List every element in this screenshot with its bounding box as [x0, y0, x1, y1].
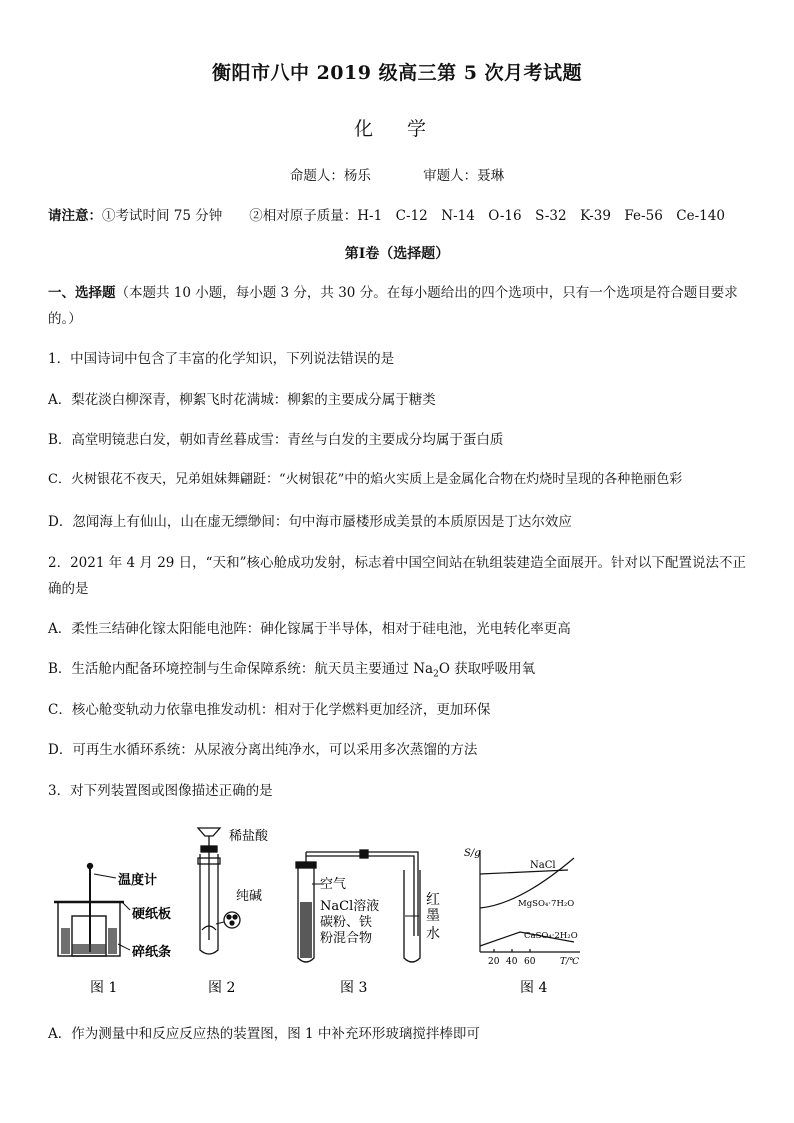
q2-option-b: B．生活舱内配备环境控制与生命保障系统：航天员主要通过 $Na_2O$ 获取呼吸用氧 [48, 661, 536, 680]
fig4-tick-20: 20 [488, 957, 500, 967]
fig3-caption: 图 3 [340, 980, 368, 996]
fig4-tick-60: 60 [524, 957, 536, 967]
q2-option-d: D．可再生水循环系统：从尿液分离出纯净水，可以采用多次蒸馏的方法 [48, 742, 478, 758]
reviewer: 审题人：聂琳 [423, 168, 505, 184]
fig4-tick-40: 40 [506, 957, 518, 967]
fig3-label-water: 水 [426, 926, 440, 942]
fig2-label-soda: 纯碱 [236, 889, 263, 904]
part1-label: 一、选择题 [48, 285, 116, 301]
q2-option-c: C．核心舱变轨动力依靠电推发动机：相对于化学燃料更加经济，更加环保 [48, 702, 491, 718]
exam-title: 衡阳市八中 2019 级高三第 5 次月考试题 [211, 62, 583, 84]
part1-text: （本题共 10 小题，每小题 3 分，共 30 分。在每小题给出的四个选项中，只有一个选项是符合题目要求的。） [48, 285, 738, 327]
fig3-label-red: 红 [426, 892, 440, 908]
author: 命题人：杨乐 [289, 168, 371, 184]
q3-figures [48, 812, 648, 1002]
fig1-caption: 图 1 [90, 980, 118, 996]
q1-option-c: C．火树银花不夜天，兄弟姐妹舞翩跹：“火树银花”中的焰火实质上是金属化合物在灼烧时呈现的各种艳丽色彩 [48, 472, 683, 487]
fig2-caption: 图 2 [208, 980, 236, 996]
q2-stem: 2．2021 年 4 月 29 日，“天和”核心舱成功发射，标志着中国空间站在轨组装建造全面展开。针对以下配置说法不正确的是 [48, 555, 746, 597]
notice-text: ①考试时间 75 分钟 ②相对原子质量：H-1 C-12 N-14 O-16 S-32 K-39 Fe-56 Ce-140 [102, 208, 725, 224]
fig4-ylabel: S/g [464, 848, 481, 859]
fig4-series-nacl: NaCl [530, 860, 556, 871]
q1-stem: 1．中国诗词中包含了丰富的化学知识，下列说法错误的是 [48, 351, 395, 367]
q2-option-a: A．柔性三结砷化镓太阳能电池阵：砷化镓属于半导体，相对于硅电池，光电转化率更高 [48, 621, 571, 637]
fig1-label-cardboard: 硬纸板 [132, 907, 172, 922]
section-title: 第Ⅰ卷（选择题） [344, 246, 450, 262]
q3-stem: 3．对下列装置图或图像描述正确的是 [48, 783, 273, 799]
subject-title: 化 学 [353, 118, 441, 140]
part1-instructions [48, 280, 748, 332]
fig3-label-mix: 粉混合物 [320, 931, 373, 946]
authors-line [0, 164, 794, 184]
fig1-label-thermometer: 温度计 [118, 873, 158, 888]
fig3-label-air: 空气 [320, 877, 347, 892]
figure-2-apparatus [198, 828, 240, 954]
carbon-iron-mix [300, 902, 312, 958]
notice-label: 请注意： [48, 208, 102, 224]
fig4-caption: 图 4 [520, 980, 548, 996]
q3-option-a: A．作为测量中和反应反应热的装置图，图 1 中补充环形玻璃搅拌棒即可 [48, 1026, 480, 1042]
q1-option-b: B．高堂明镜悲白发，朝如青丝暮成雪：青丝与白发的主要成分均属于蛋白质 [48, 432, 504, 448]
q1-option-d: D．忽闻海上有仙山，山在虚无缥缈间：句中海市蜃楼形成美景的本质原因是丁达尔效应 [48, 514, 572, 530]
fig1-label-paper: 碎纸条 [132, 945, 172, 960]
fig4-series-mgso4: MgSO₄·7H₂O [518, 899, 575, 909]
fig3-label-nacl: NaCl溶液 [320, 899, 380, 914]
fig4-series-caso4: CaSO₄·2H₂O [524, 931, 578, 941]
fig4-xlabel: T/℃ [560, 957, 580, 967]
q1-option-a: A．梨花淡白柳深青，柳絮飞时花满城：柳絮的主要成分属于糖类 [48, 392, 436, 408]
fig3-label-ink: 墨 [426, 908, 440, 924]
fig2-label-acid: 稀盐酸 [229, 829, 269, 844]
notice [48, 204, 725, 224]
fig3-label-carbon: 碳粉、铁 [320, 915, 373, 930]
